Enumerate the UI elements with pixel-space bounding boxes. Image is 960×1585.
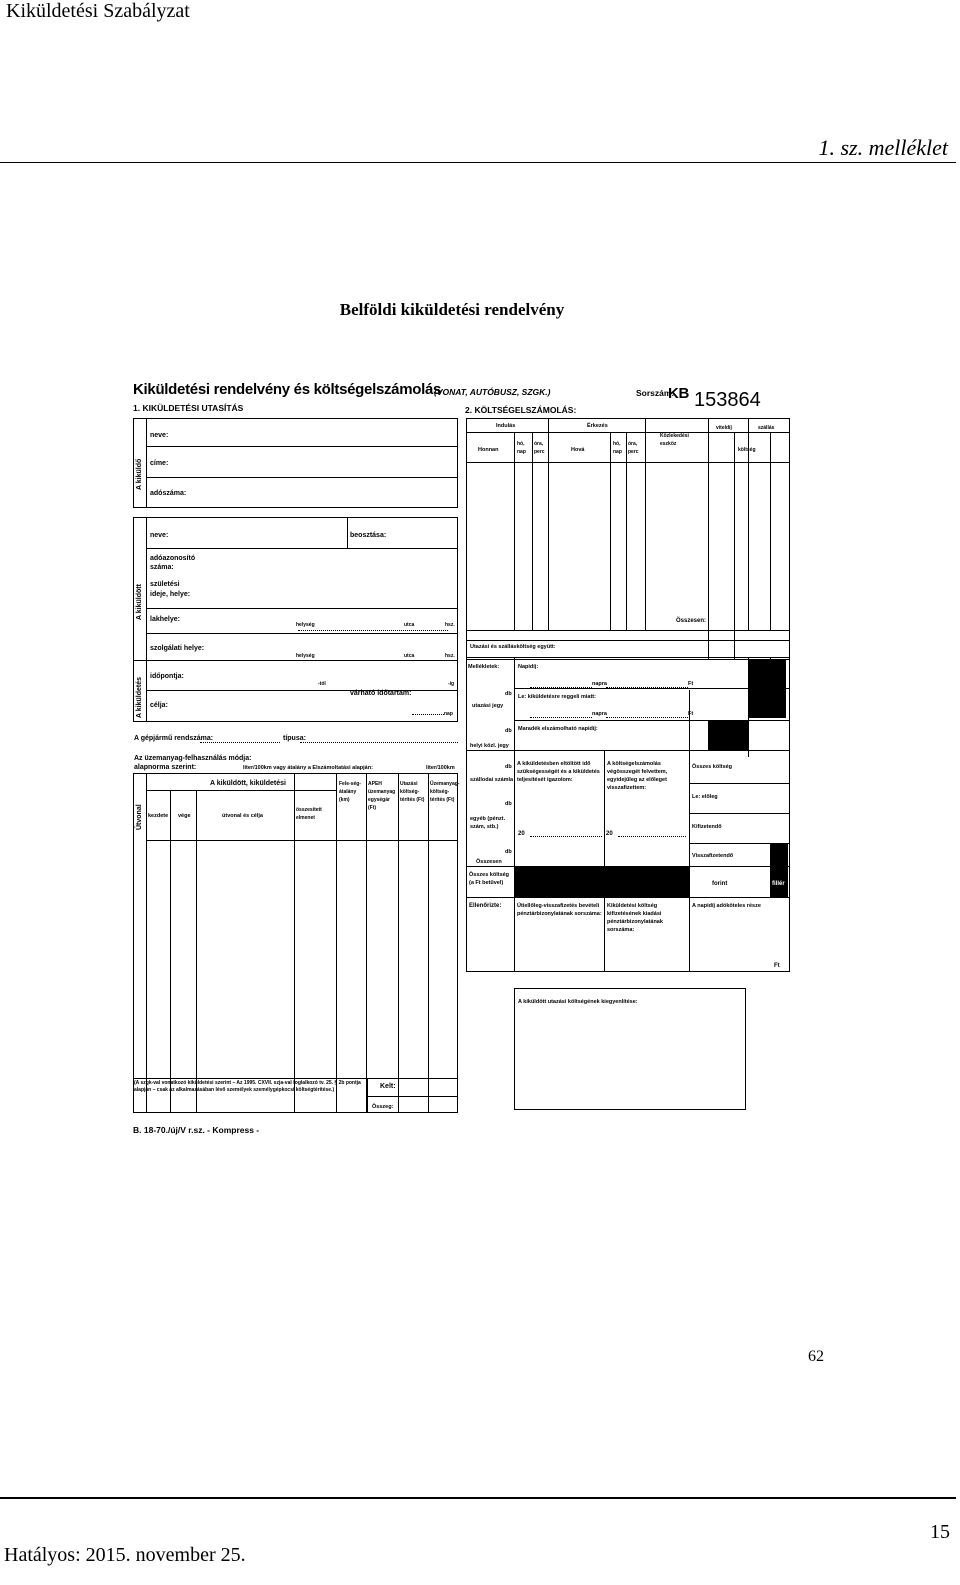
section-2-label: 2. KÖLTSÉGELSZÁMOLÁS: (465, 405, 577, 415)
total-in-words-label: Összes költség (a Ft betűvel) (469, 872, 510, 886)
residence-town-label: helység (296, 622, 315, 628)
route-table (133, 773, 458, 1113)
employee-side-label: A kiküldött (136, 584, 143, 620)
travel-ticket-label: utazási jegy (472, 703, 504, 709)
to-header: Hová (571, 447, 585, 453)
attachments-label: Mellékletek: (468, 664, 500, 670)
lodging-header: szállás (758, 425, 775, 431)
amount-label: Összeg: (372, 1104, 394, 1110)
local-ticket-label: helyi közl. jegy (470, 743, 509, 749)
duration-label: várható időtartam: (350, 690, 412, 697)
workplace-label: szolgálati helye: (150, 645, 205, 652)
fuel-usage-label: Az üzemanyag-felhasználás módja: (134, 755, 252, 762)
col-end: vége (178, 813, 191, 819)
col-start: kezdete (148, 813, 169, 819)
section-1-label: 1. KIKÜLDETÉSI UTASÍTÁS (133, 403, 244, 413)
col-distance: összesített elmenet (296, 807, 322, 821)
route-side-label: Útvonal (136, 804, 143, 830)
base-norm-label: alapnorma szerint: (134, 764, 197, 771)
filler-label: fillér (772, 881, 785, 887)
month-day-header: hó, nap (517, 441, 526, 455)
date-label: Kelt: (380, 1083, 396, 1090)
birth-place-label: ideje, helye: (150, 591, 191, 598)
employee-position-label: beosztása: (350, 532, 387, 539)
inner-page-number: 62 (808, 1348, 824, 1365)
page-number: 15 (930, 1521, 950, 1543)
other-label: egyéb (pénzt. szám, stb.) (470, 816, 506, 830)
col-travel-cost: Utazási költség-térítés (Ft) (400, 781, 425, 803)
form-heading: Kiküldetési rendelvény és költségelszámolás (133, 381, 442, 398)
days-label: nap (444, 711, 453, 717)
residence-label: lakhelye: (150, 616, 180, 623)
sender-side-label: A kiküldő (136, 458, 143, 490)
employee-name-label: neve: (150, 532, 169, 539)
arrival-header: Érkezés (587, 423, 608, 429)
hotel-bill-label: szállodai számla (470, 777, 514, 783)
fare-header: viteldíj (716, 425, 732, 431)
from-label: -tól (318, 681, 326, 687)
taxable-allowance-label: A napidíj adóköteles része (692, 903, 761, 909)
shaded-cell-top (748, 660, 786, 718)
tax-id-number-label: száma: (150, 564, 174, 571)
remaining-allowance-label: Maradék elszámolható napidíj: (518, 726, 598, 732)
attachments-total-label: Összesen (476, 859, 502, 865)
workplace-town-label: helység (296, 653, 315, 659)
shaded-cell-mid (708, 720, 748, 750)
purpose-label: célja: (150, 702, 168, 709)
workplace-number-label: hsz. (445, 653, 455, 659)
from-header: Honnan (478, 447, 499, 453)
total-row-label: Összesen: (676, 618, 707, 624)
shaded-cell-right (770, 843, 788, 897)
payment-number-label: Kiküldetési költség kifizetésének kiadási pénztárbizonylatának sorszáma: (607, 903, 663, 933)
daily-allowance-label: Napidíj: (518, 664, 539, 670)
serial-label: Sorszám: (636, 388, 675, 398)
note-box-label: A kiküldött utazási költségének kiegyenlítése: (518, 999, 638, 1005)
ft-label-2: Ft (688, 711, 694, 717)
advance-deduction-label: Le: előleg (692, 794, 718, 800)
sender-address-label: címe: (150, 460, 169, 467)
checked-by-label: Ellenőrizte: (469, 903, 502, 909)
document-header-title: Kiküldetési Szabályzat (6, 0, 190, 22)
year-label-1: 20 (518, 831, 525, 837)
sender-tax-label: adószáma: (150, 490, 187, 497)
tax-id-label: adóazonosító (150, 555, 196, 562)
per-day-label: napra (592, 681, 607, 687)
footer-divider (0, 1497, 956, 1499)
pieces-label-3: db (505, 764, 512, 770)
arrival-month-day-header: hó, nap (613, 441, 622, 455)
breakfast-deduction-label: Le: kiküldetésre reggeli miatt: (518, 694, 596, 700)
ft-label-1: Ft (688, 681, 694, 687)
legal-note: (A szgk-val vonatkozó kiküldetési szerint – Az 1995. CXVII. szja-val foglalkozó tv. 25. § 2b pontja alapján – csak az alkalmazásában lévő személyek személygépkocsi költségtérítése.) (134, 1080, 361, 1093)
ft-label-3: Ft (774, 963, 780, 969)
forint-label: forint (712, 881, 728, 887)
departure-header: Indulás (496, 423, 516, 429)
transport-header: Közlekedési eszköz (660, 433, 689, 447)
year-label-2: 20 (606, 831, 613, 837)
vehicle-plate-label: A gépjármű rendszáma: (134, 735, 214, 742)
note-box (514, 988, 746, 1110)
route-header: A kiküldött, kiküldetési (210, 780, 286, 787)
annex-label: 1. sz. melléklet (818, 135, 948, 160)
liter-label: liter/100km vagy átalány a Elszámoltatási alapján: (243, 765, 373, 771)
transport-note: (VONAT, AUTÓBUSZ, SZGK.) (434, 387, 551, 397)
residence-number-label: hsz. (445, 622, 455, 628)
effective-date: Hatályos: 2015. november 25. (4, 1544, 246, 1566)
residence-street-label: utca (404, 622, 415, 628)
arrival-hour-min-header: óra, perc (628, 441, 639, 455)
received-label: A költségelszámolás végösszegét felvettem, egyidejűleg az előleget visszafizettem: (607, 761, 668, 791)
total-cost-label: Összes költség (692, 764, 733, 770)
receipt-number-label: Útiellőleg-visszafizetés bevételi pénztárbizonylatának sorszáma: (517, 903, 602, 917)
pieces-label-2: db (505, 728, 512, 734)
col-fuel-price: APEH üzemanyag egységár (Ft) (368, 781, 396, 811)
pieces-label-5: db (505, 849, 512, 855)
pieces-label-4: db (505, 801, 512, 807)
document-title: Belföldi kiküldetési rendelvény (339, 300, 565, 319)
payable-label: Kifizetendő (692, 824, 722, 830)
print-code: B. 18-70./új/V r.sz. - Kompress - (133, 1125, 260, 1135)
serial-number: 153864 (694, 389, 761, 411)
per-day-label-2: napra (592, 711, 607, 717)
col-route: útvonal és célja (222, 813, 263, 819)
birth-label: születési (150, 581, 180, 588)
shaded-cell-bottom (514, 866, 690, 897)
travel-lodging-total-label: Utazási és szállásköltség együtt: (470, 644, 556, 650)
mission-side-label: A kiküldetés (136, 677, 143, 718)
serial-prefix: KB (668, 385, 690, 402)
cost-header: költség (738, 447, 756, 453)
vehicle-type-label: típusa: (283, 735, 306, 742)
until-label: -ig (448, 681, 455, 687)
time-label: időpontja: (150, 673, 184, 680)
hour-min-header: óra, perc (534, 441, 545, 455)
liter-km-label: liter/100km (426, 765, 455, 771)
col-fuel-cost: Üzemanyag-költség-térítés (Ft) (430, 781, 460, 803)
sender-name-label: neve: (150, 432, 169, 439)
certify-label: A kiküldetésben eltöltött idő szükségességét és a kiküldetés teljesítését igazolom: (517, 761, 600, 783)
workplace-street-label: utca (404, 653, 415, 659)
refundable-label: Visszafizetendő (692, 853, 734, 859)
pieces-label-1: db (505, 691, 512, 697)
col-allowance: Fele-ség-átalány (km) (339, 781, 361, 803)
